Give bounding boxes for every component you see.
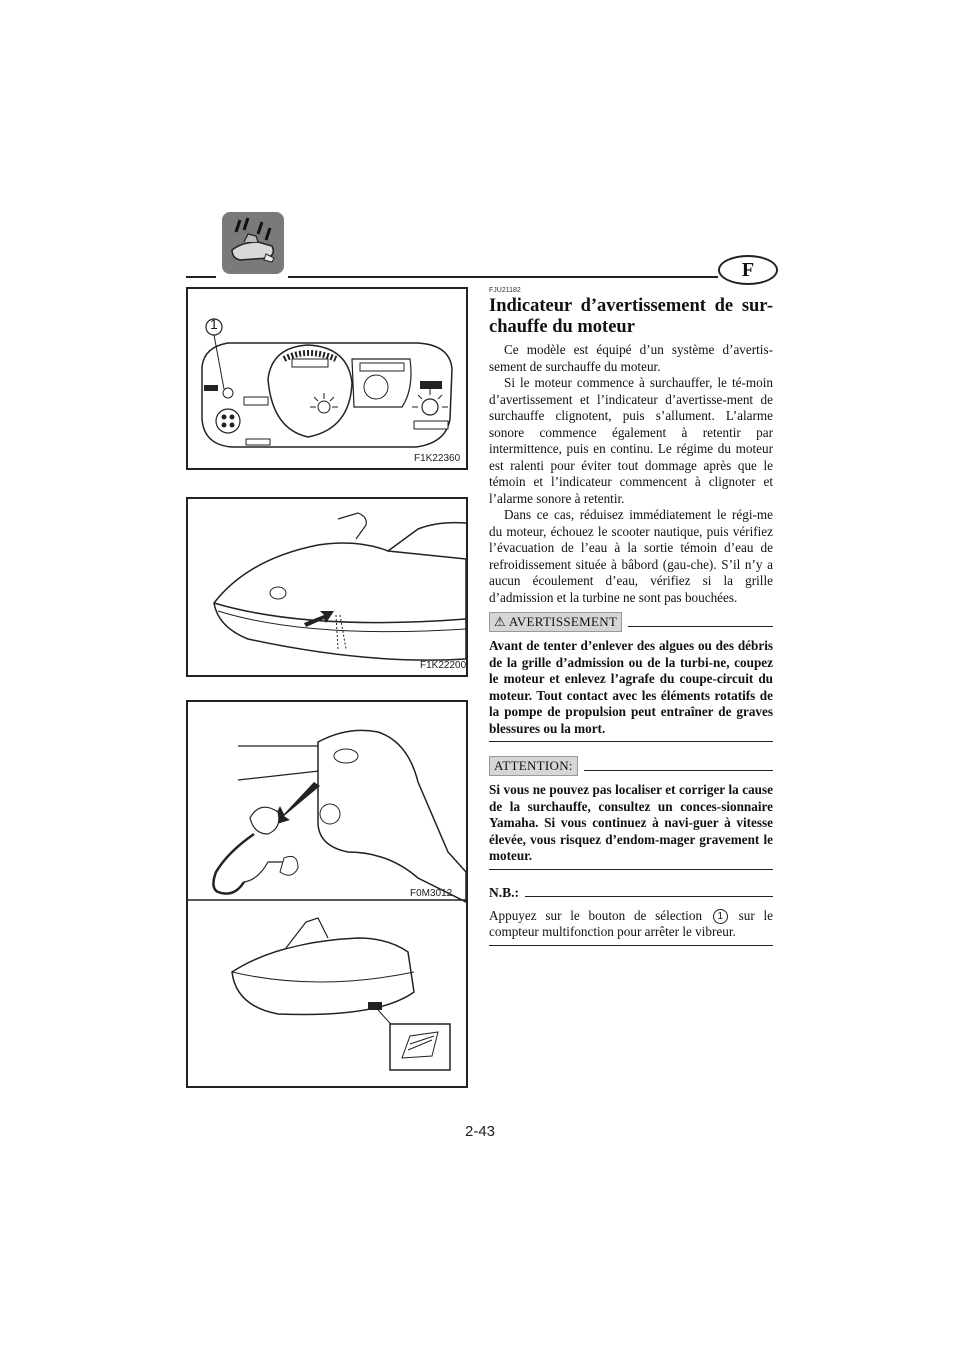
hull-illustration (188, 499, 466, 675)
paragraph-action: Dans ce cas, réduisez immédiatement le régi-me du moteur, échouez le scooter nautique, puis vérifiez l’évacuation de l’eau à la sortie témoin d’eau de refroidissement située à bâbord (gau-che). S’il n’y a aucun écoulement d’eau, vérifiez si la grille d’admission et la turbine ne sont pas bouchées. (489, 507, 773, 605)
figure-code: F1K22200 (420, 660, 467, 671)
caution-label: ATTENTION: (489, 756, 578, 776)
watercraft-warning-icon (222, 212, 284, 274)
note-text: Appuyez sur le bouton de sélection 1 sur le compteur multifonction pour arrêter le vibreur. (489, 908, 773, 946)
caution-rule (584, 770, 773, 771)
header-rule-left (186, 276, 216, 278)
page-number: 2-43 (464, 1123, 496, 1140)
figure-meter-panel (186, 287, 468, 470)
caution-text: Si vous ne pouvez pas localiser et corriger la cause de la surchauffe, consultez un conces-sionnaire Yamaha. Si vous continuez à navi-guer à vitesse élevée, vous risquez d’endom-mager gravement le moteur. (489, 782, 773, 870)
paragraph-overheat: Si le moteur commence à surchauffer, le té-moin d’avertissement et l’indicateur d’avertisse-ment de surchauffe clignotent, puis s’allument. L’alarme sonore commence également à retentir par intermittence, puis en continu. Le régime du moteur est ralenti pour éviter tout dommage après que le témoin et l’indicateur commencent à clignoter et l’alarme sonore à retentir. (489, 375, 773, 506)
section-title: Indicateur d’avertissement de sur-chauffe du moteur (489, 296, 773, 337)
language-badge: F (718, 255, 778, 285)
callout-number: 1 (210, 316, 218, 332)
figure-lanyard-and-hull (186, 700, 468, 1088)
note-rule (525, 896, 773, 897)
callout-marker: 1 (713, 909, 728, 924)
warning-triangle-icon: ⚠ (494, 614, 506, 629)
paragraph-intro: Ce modèle est équipé d’un système d’avertis-sement de surchauffe du moteur. (489, 342, 773, 374)
warning-text: Avant de tenter d’enlever des algues ou des débris de la grille d’admission ou de la turbi-ne, coupez le moteur et enlevez l’agrafe du coupe-circuit du moteur. Tout contact avec les éléments rotatifs de la pompe de propulsion peut entraîner de graves blessures ou la mort. (489, 638, 773, 742)
figure-code: F1K22360 (414, 453, 461, 464)
caution-callout (489, 756, 773, 870)
meter-panel-illustration (188, 289, 466, 468)
warning-label: ⚠ AVERTISSEMENT (489, 612, 622, 632)
section-code: FJU21182 (489, 287, 521, 294)
text-column (489, 287, 773, 946)
note-header (489, 884, 773, 902)
note-label: N.B.: (489, 884, 519, 900)
warning-rule (628, 626, 773, 627)
header-rule-right (288, 276, 718, 278)
figure-hull-water-outlet (186, 497, 468, 677)
warning-callout (489, 612, 773, 742)
figure-code: F0M3012 (410, 888, 453, 899)
